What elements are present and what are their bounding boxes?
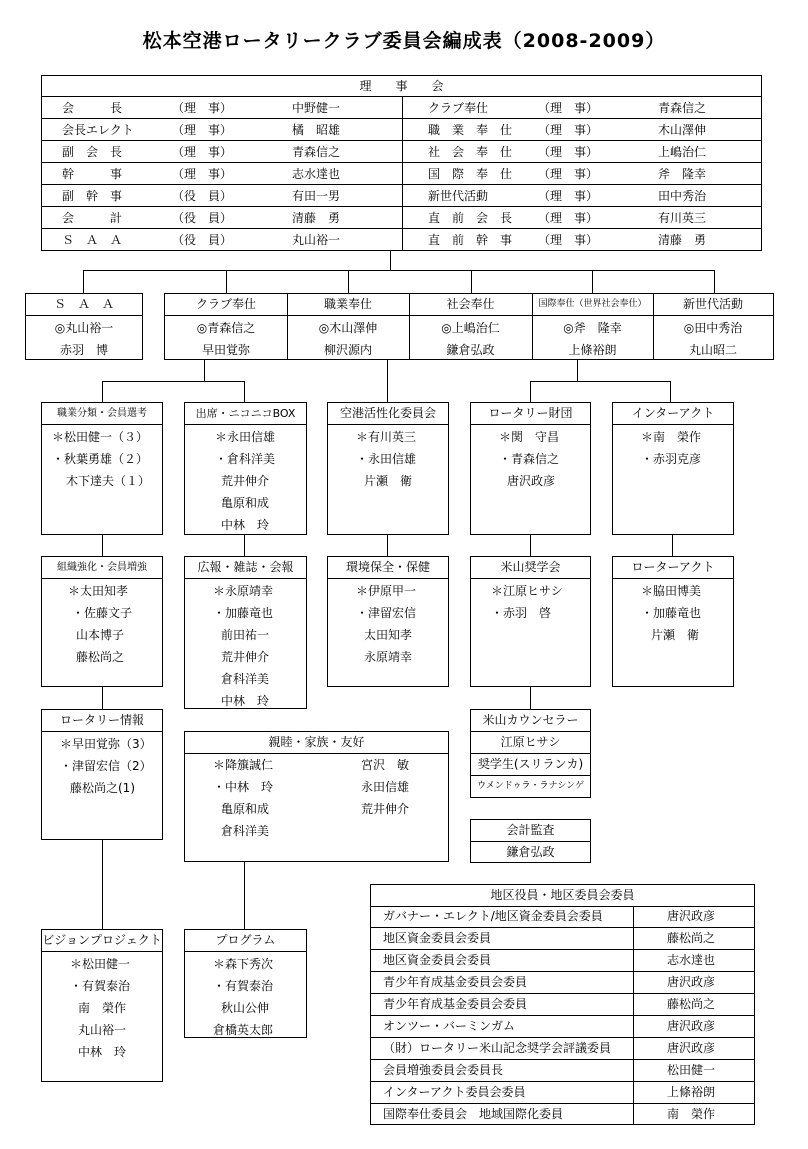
avenue-header: 社会奉仕	[409, 294, 532, 316]
district-row	[371, 1015, 754, 1037]
board-role: Ｓ Ａ Ａ	[62, 233, 123, 247]
district-role: 地区資金委員会委員	[383, 953, 492, 967]
committee-program	[184, 929, 307, 1038]
district-row	[371, 905, 754, 927]
board-role: 副 会 長	[62, 145, 123, 159]
district-role: 青少年育成基金委員会委員	[383, 997, 528, 1011]
committee-header: 組織強化・会員増強	[42, 557, 162, 579]
committee-rotary-information	[41, 709, 163, 840]
committee-environment	[327, 556, 449, 687]
saa-header: Ｓ Ａ Ａ	[26, 294, 142, 316]
committee-member: 荒井伸介	[221, 474, 270, 488]
committee-public-relations	[184, 556, 307, 709]
avenue-club-service	[165, 294, 288, 359]
board-row	[403, 163, 762, 185]
saa-chair: ◎丸山裕一	[54, 321, 114, 335]
board-right-column	[403, 96, 762, 251]
board-status: （理 事）	[538, 233, 599, 247]
counselor-header: 米山カウンセラー	[471, 710, 590, 732]
avenue-header: 新世代活動	[653, 294, 773, 316]
committee-header: 空港活性化委員会	[328, 403, 448, 425]
board-status: （理 事）	[538, 189, 599, 203]
committee-member: ＊松田健一	[70, 957, 131, 971]
district-role: 国際奉仕委員会 地域国際化委員	[383, 1107, 564, 1121]
yoneyama-counselor-box	[470, 709, 591, 798]
avenues-table	[164, 293, 774, 360]
committee-header: プログラム	[185, 930, 306, 952]
committee-rotary-foundation	[470, 402, 591, 535]
board-status: （理 事）	[538, 167, 599, 181]
district-member: 藤松尚之	[667, 997, 716, 1011]
avenue-member: 柳沢源内	[323, 343, 372, 357]
board-name: 有田一男	[292, 189, 341, 203]
district-member: 唐沢政彦	[667, 1019, 716, 1033]
board-status: （理 事）	[538, 211, 599, 225]
committee-member: 藤松尚之	[76, 650, 125, 664]
board-role: 副 幹 事	[62, 189, 123, 203]
avenue-international-service	[532, 294, 654, 359]
board-row	[403, 229, 762, 251]
avenue-member: 早田覚弥	[201, 343, 250, 357]
board-role: 会 計	[62, 211, 123, 225]
board-header: 理 事 会	[42, 76, 761, 97]
committee-member: 木下達夫（１）	[66, 474, 151, 488]
committee-member: ＊有川英三	[356, 430, 417, 444]
committee-member: ・永田信雄	[356, 452, 417, 466]
committee-member: 荒井伸介	[221, 650, 270, 664]
board-status: （役 員）	[172, 233, 233, 247]
district-member: 唐沢政彦	[667, 975, 716, 989]
district-row	[371, 971, 754, 993]
board-status: （役 員）	[172, 189, 233, 203]
board-status: （理 事）	[172, 145, 233, 159]
committee-member: ＊森下秀次	[213, 957, 274, 971]
committee-member: 永原靖幸	[364, 650, 413, 664]
board-row	[42, 229, 402, 251]
committee-header: ローターアクト	[613, 557, 733, 579]
board-name: 有川英三	[658, 211, 707, 225]
board-row	[42, 119, 402, 141]
district-roles-table	[370, 884, 755, 1125]
board-status: （理 事）	[538, 123, 599, 137]
district-member: 唐沢政彦	[667, 909, 716, 923]
district-member: 南 榮作	[667, 1107, 716, 1121]
committee-member: 倉橋英太郎	[213, 1023, 274, 1037]
board-role: 直 前 会 長	[428, 211, 513, 225]
board-name: 青森信之	[658, 101, 707, 115]
avenue-header: クラブ奉仕	[165, 294, 287, 316]
committee-vocational-classification	[41, 402, 163, 535]
avenue-chair: ◎木山澤伸	[318, 321, 378, 335]
committee-member: 永田信雄	[361, 780, 410, 794]
committee-member: ・倉科洋美	[215, 452, 276, 466]
district-role: （財）ロータリー米山記念奨学会評議委員	[383, 1041, 612, 1055]
district-role: インターアクト委員会委員	[383, 1085, 526, 1099]
committee-member: ・赤羽 啓	[491, 606, 552, 620]
committee-member: 倉科洋美	[221, 672, 270, 686]
committee-member: 荒井伸介	[361, 802, 410, 816]
committee-member: ＊太田知孝	[68, 584, 129, 598]
district-row	[371, 1037, 754, 1059]
board-status: （理 事）	[538, 145, 599, 159]
board-role: 社 会 奉 仕	[428, 145, 513, 159]
committee-member: ・佐藤文子	[72, 606, 133, 620]
saa-box	[25, 293, 143, 360]
committee-rotaract	[612, 556, 734, 687]
board-role: クラブ奉仕	[428, 101, 489, 115]
scholar-name: ウメンドゥラ・ラナシンゲ	[477, 781, 584, 791]
committee-header: インターアクト	[613, 403, 733, 425]
committee-membership	[41, 556, 163, 687]
board-name: 清藤 勇	[292, 211, 341, 225]
board-row	[42, 207, 402, 229]
district-role: 地区資金委員会委員	[383, 931, 492, 945]
committee-member: ＊降籏誠仁	[213, 758, 274, 772]
committee-member: ・青森信之	[499, 452, 560, 466]
committee-header: 環境保全・保健	[328, 557, 448, 579]
district-member: 藤松尚之	[667, 931, 716, 945]
board-name: 清藤 勇	[658, 233, 707, 247]
district-row	[371, 1103, 754, 1125]
committee-header: 出席・ニコニコBOX	[185, 403, 306, 425]
committee-member: 倉科洋美	[221, 824, 270, 838]
committee-member: ＊永田信雄	[215, 430, 276, 444]
saa-member: 赤羽 博	[59, 343, 108, 357]
avenue-member: 上條裕朗	[568, 343, 617, 357]
board-row	[403, 97, 762, 119]
board-name: 青森信之	[292, 145, 341, 159]
board-name: 橘 昭雄	[292, 123, 341, 137]
board-row	[403, 119, 762, 141]
committee-member: 唐沢政彦	[507, 474, 556, 488]
board-row	[403, 207, 762, 229]
committee-airport	[327, 402, 449, 535]
committee-member: ＊早田覚弥（3）	[60, 737, 152, 751]
board-role: 職 業 奉 仕	[428, 123, 513, 137]
committee-member: 中林 玲	[221, 694, 270, 708]
committee-member: 宮沢 敏	[361, 758, 410, 772]
board-name: 志水達也	[292, 167, 341, 181]
committee-member: ・津留宏信	[356, 606, 417, 620]
board-row	[42, 163, 402, 185]
district-role: 会員増強委員会委員長	[383, 1063, 504, 1077]
committee-member: ・中林 玲	[213, 780, 274, 794]
committee-member: 片瀬 衛	[651, 628, 700, 642]
board-role: 新世代活動	[428, 189, 489, 203]
committee-yoneyama	[470, 556, 591, 687]
committee-member: 片瀬 衛	[364, 474, 413, 488]
audit-name: 鎌倉弘政	[506, 845, 555, 859]
committee-header: 広報・雑誌・会報	[185, 557, 306, 579]
district-member: 志水達也	[667, 953, 716, 967]
district-row	[371, 993, 754, 1015]
district-member: 上條裕朗	[667, 1085, 716, 1099]
avenue-header: 国際奉仕（世界社会奉仕）	[532, 294, 653, 316]
avenue-vocational-service	[287, 294, 410, 359]
committee-member: ・有賀泰治	[70, 979, 131, 993]
committee-member: ＊江原ヒサシ	[491, 584, 563, 598]
committee-member: 藤松尚之(1)	[70, 781, 135, 795]
page-title: 松本空港ロータリークラブ委員会編成表（2008-2009）	[142, 30, 666, 52]
committee-member: 南 榮作	[78, 1001, 127, 1015]
committee-member: ＊永原靖幸	[213, 584, 274, 598]
avenue-chair: ◎田中秀治	[683, 321, 743, 335]
board-status: （理 事）	[172, 123, 233, 137]
committee-member: ・有賀泰治	[213, 979, 274, 993]
board-role: 会 長	[62, 101, 123, 115]
committee-member: ＊松田健一（３）	[52, 430, 149, 444]
board-status: （理 事）	[172, 101, 233, 115]
board-status: （理 事）	[538, 101, 599, 115]
committee-member: ＊南 榮作	[641, 430, 702, 444]
board-row	[403, 141, 762, 163]
committee-member: ・赤羽克彦	[641, 452, 702, 466]
committee-member: ＊関 守昌	[499, 430, 560, 444]
committee-member: ・加藤竜也	[641, 606, 702, 620]
committee-member: ＊伊原甲一	[356, 584, 417, 598]
committee-member: 中林 玲	[221, 518, 270, 532]
board-name: 中野健一	[292, 101, 341, 115]
board-role: 幹 事	[62, 167, 123, 181]
avenue-chair: ◎斧 隆幸	[563, 321, 622, 335]
avenue-community-service	[409, 294, 533, 359]
district-header: 地区役員・地区委員会委員	[371, 885, 754, 907]
committee-header: 親睦・家族・友好	[185, 732, 448, 754]
counselor-name: 江原ヒサシ	[471, 732, 590, 754]
avenue-new-generations	[653, 294, 773, 359]
board-status: （役 員）	[172, 211, 233, 225]
board-name: 上嶋治仁	[658, 145, 707, 159]
scholar-label: 奨学生(スリランカ)	[471, 754, 590, 776]
board-role: 会長エレクト	[62, 123, 134, 137]
board-name: 田中秀治	[658, 189, 707, 203]
committee-interact	[612, 402, 734, 535]
district-row	[371, 949, 754, 971]
board-row	[42, 97, 402, 119]
board-row	[42, 185, 402, 207]
board-role: 国 際 奉 仕	[428, 167, 513, 181]
board-name: 木山澤伸	[658, 123, 707, 137]
committee-member: ・加藤竜也	[213, 606, 274, 620]
avenue-member: 鎌倉弘政	[446, 343, 495, 357]
committee-header: 米山奨学会	[471, 557, 590, 579]
district-member: 唐沢政彦	[667, 1041, 716, 1055]
committee-fellowship	[184, 731, 449, 862]
board-status: （理 事）	[172, 167, 233, 181]
avenue-member: 丸山昭二	[688, 343, 737, 357]
board-row	[403, 185, 762, 207]
committee-header: 職業分類・会員選考	[42, 403, 162, 425]
board-role: 直 前 幹 事	[428, 233, 513, 247]
district-member: 松田健一	[667, 1063, 716, 1077]
district-role: オンツー・バーミンガム	[383, 1019, 516, 1033]
district-role: 青少年育成基金委員会委員	[383, 975, 528, 989]
committee-header: ロータリー情報	[42, 710, 162, 732]
committee-member: 亀原和成	[221, 802, 270, 816]
committee-member: ・津留宏信（2）	[60, 759, 152, 773]
committee-member: 前田祐一	[221, 628, 270, 642]
district-row	[371, 1059, 754, 1081]
committee-member: 丸山裕一	[78, 1023, 127, 1037]
avenue-chair: ◎上嶋治仁	[441, 321, 500, 335]
committee-header: ビジョンプロジェクト	[42, 930, 162, 952]
committee-member: 中林 玲	[78, 1045, 127, 1059]
board-name: 斧 隆幸	[658, 167, 707, 181]
audit-header: 会計監査	[471, 820, 590, 842]
committee-member: 山本博子	[76, 628, 125, 642]
committee-attendance	[184, 402, 307, 535]
committee-member: 秋山公伸	[221, 1001, 270, 1015]
board-left-column	[42, 96, 402, 251]
committee-member: ＊脇田博美	[641, 584, 702, 598]
audit-box	[470, 819, 591, 863]
committee-header: ロータリー財団	[471, 403, 590, 425]
committee-member: 太田知孝	[364, 628, 413, 642]
board-name: 丸山裕一	[292, 233, 341, 247]
board-table	[41, 75, 762, 251]
avenue-header: 職業奉仕	[287, 294, 409, 316]
committee-member: 亀原和成	[221, 496, 270, 510]
district-role: ガバナー・エレクト/地区資金委員会委員	[383, 909, 603, 923]
committee-member: ・秋葉勇雄（２）	[52, 452, 149, 466]
district-row	[371, 1081, 754, 1103]
district-row	[371, 927, 754, 949]
committee-vision-project	[41, 929, 163, 1082]
board-row	[42, 141, 402, 163]
avenue-chair: ◎青森信之	[196, 321, 256, 335]
